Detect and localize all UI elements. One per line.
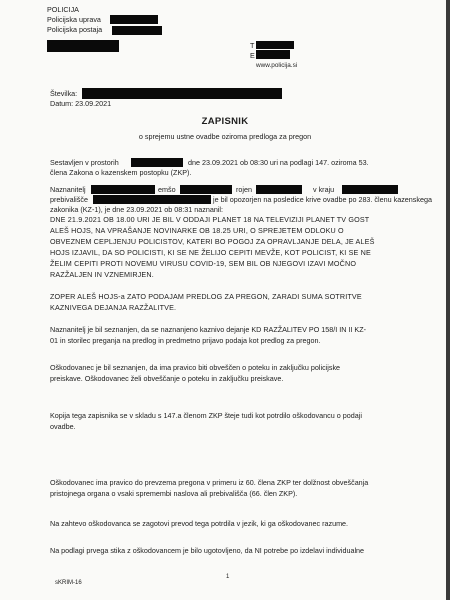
phone-label: T	[250, 41, 255, 50]
website-link[interactable]: www.policija.si	[256, 62, 298, 69]
paragraph-text: pristojnega organa o vsaki spremembi naslova ali prebivališča (66. člen ZKP).	[50, 489, 298, 498]
redaction	[256, 50, 290, 59]
redaction	[93, 195, 211, 204]
org-name: POLICIJA	[47, 5, 79, 14]
document-title: ZAPISNIK	[201, 116, 249, 127]
statement-line: KAZNIVEGA DEJANJA RAZŽALITVE.	[50, 303, 177, 312]
paragraph-text: Naznanitelj	[50, 185, 86, 194]
statement-line: DNE 21.9.2021 OB 18.00 URI JE BIL V ODDAJI PLANET 18 NA TELEVIZIJI PLANET TV GOST	[50, 215, 370, 224]
document-date: Datum: 23.09.2021	[50, 99, 112, 108]
paragraph-text: prebivališče	[50, 195, 88, 204]
redaction	[47, 40, 119, 52]
paragraph-text: Oškodovanec je bil seznanjen, da ima pravico biti obveščen o poteku in zaključku policijske	[50, 363, 341, 372]
paragraph-text: Sestavljen v prostorih	[50, 158, 119, 167]
redaction	[82, 88, 282, 99]
statement-line: RAZŽALJEN IN VZNEMIRJEN.	[50, 270, 154, 279]
paragraph-text: zakonika (KZ-1), je dne 23.09.2021 ob 08:31 naznanil:	[50, 205, 224, 214]
paragraph-text: člena Zakona o kazenskem postopku (ZKP).	[50, 168, 192, 177]
paragraph-text: 01 in storilec preganja na predlog in predmetno prijavo podaja kot predlog za pregon.	[50, 336, 321, 345]
redaction	[256, 185, 302, 194]
paragraph-text: Na podlagi prvega stika z oškodovancem je bilo ugotovljeno, da NI potrebe po izdelavi individualne	[50, 546, 365, 555]
page-number: 1	[226, 574, 230, 580]
redaction	[110, 15, 158, 24]
document-subtitle: o sprejemu ustne ovadbe oziroma predloga za pregon	[138, 132, 312, 141]
redaction	[91, 185, 155, 194]
redaction	[112, 26, 162, 35]
paragraph-text: Kopija tega zapisnika se v skladu s 147.a členom ZKP šteje tudi kot potrdilo oškodovancu o podaji	[50, 411, 362, 420]
paragraph-text: je bil opozorjen na posledice krive ovadbe po 283. členu kazenskega	[213, 195, 432, 204]
document-number-label: Številka:	[50, 89, 78, 98]
statement-line: HOJS IZJAVIL, DA SO POLICISTI, KI SE NE ŽELIJO CEPITI MEVŽE, KOT POLICIST, KI SE NE	[50, 248, 371, 257]
paragraph-text: v kraju	[313, 185, 335, 194]
statement-line: ZOPER ALEŠ HOJS-a ZATO PODAJAM PREDLOG ZA PREGON, ZARADI SUMA SOTRITVE	[50, 292, 362, 301]
paragraph-text: Na zahtevo oškodovanca se zagotovi prevod tega potrdila v jezik, ki ga oškodovanec razume.	[50, 519, 349, 528]
paragraph-text: emšo	[158, 185, 176, 194]
form-code: sKRIM-16	[55, 580, 82, 586]
redaction	[180, 185, 232, 194]
statement-line: ALEŠ HOJS, NA VPRAŠANJE NOVINARKE OB 18.25 URI, O SPREJETEM ODLOKU O	[50, 226, 344, 235]
page-edge-shadow	[446, 0, 450, 600]
statement-line: ŽELIM CEPITI PROTI NOVEMU VIRUSU COVID-19, SEM BIL OB NJEGOVI IZAVI MOČNO	[50, 259, 357, 268]
paragraph-text: Naznanitelj je bil seznanjen, da se naznanjeno kaznivo dejanje KD RAZŽALITEV PO 158/I IN II KZ-	[50, 325, 367, 334]
paragraph-text: preiskave. Oškodovanec želi obveščanje o poteku in zaključku preiskave.	[50, 374, 284, 383]
police-station-label: Policijska postaja	[47, 25, 103, 34]
redaction	[256, 41, 294, 49]
police-administration-label: Policijska uprava	[47, 15, 101, 24]
paragraph-text: Oškodovanec ima pravico do prevzema pregona v primeru iz 60. člena ZKP ter dolžnost obveščanja	[50, 478, 369, 487]
paragraph-text: ovadbe.	[50, 422, 76, 431]
paragraph-text: dne 23.09.2021 ob 08:30 uri na podlagi 147. oziroma 53.	[188, 158, 369, 167]
email-label: E	[250, 51, 255, 60]
statement-line: OBVEZNEM CEPLJENJU POLICISTOV, KATERI BO POGOJ ZA OPRAVLJANJE DELA, JE ALEŠ	[50, 237, 375, 246]
redaction	[131, 158, 183, 167]
redaction	[342, 185, 398, 194]
paragraph-text: rojen	[236, 185, 252, 194]
